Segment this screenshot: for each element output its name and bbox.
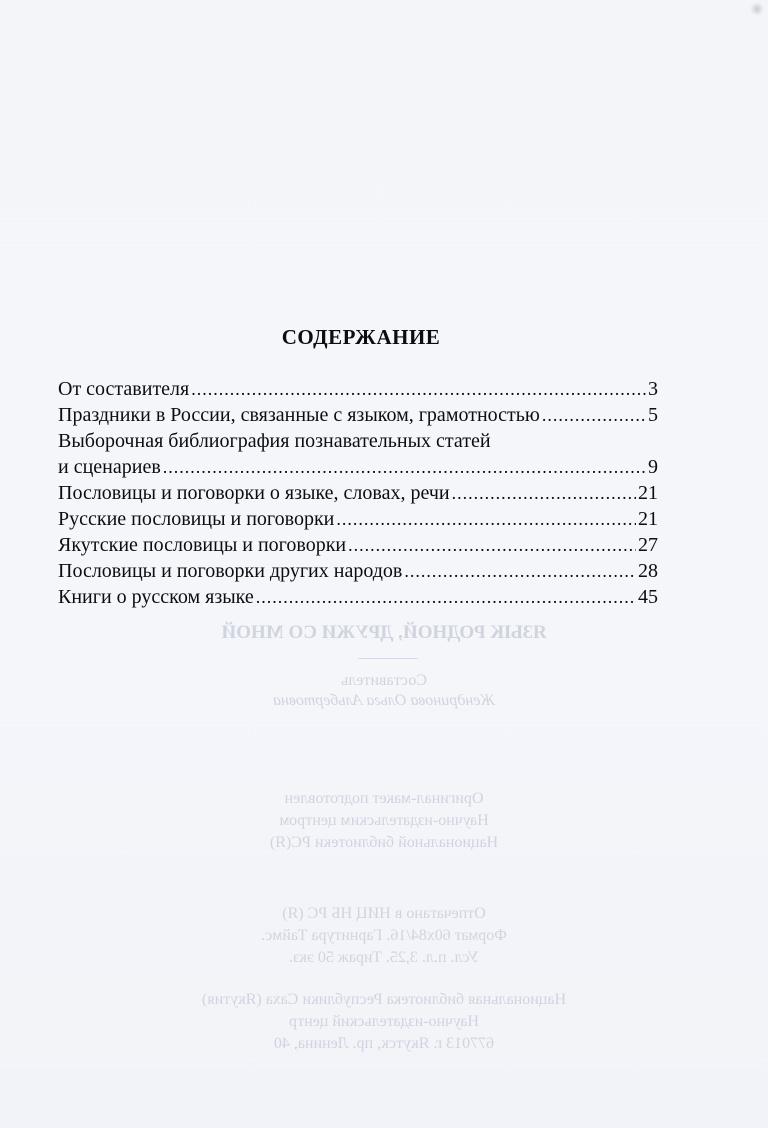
dot-leader: [163, 454, 646, 480]
toc-entry-page: 45: [638, 586, 658, 608]
toc-entry: [58, 376, 658, 402]
ghost-publisher-line: Национальная библиотека Республики Саха (Якутия): [201, 991, 567, 1008]
toc-entry-label: Якутские пословицы и поговорки: [58, 534, 347, 556]
toc-entry: [58, 558, 658, 584]
toc-entry-page: 21: [638, 508, 658, 530]
toc-entry-page: 5: [648, 404, 658, 426]
toc-entry-label-line1: Выборочная библиография познавательных статей: [58, 430, 491, 452]
dot-leader: [336, 506, 636, 532]
ghost-print-line: Усл. п.л. 3,25. Тираж 50 экз.: [289, 949, 479, 966]
contents-heading: СОДЕРЖАНИЕ: [281, 325, 441, 349]
ghost-compiler-label: Составитель: [341, 672, 427, 689]
toc-entry-page: 3: [648, 378, 658, 400]
toc-entry: [58, 584, 658, 610]
dot-leader: [452, 480, 636, 506]
ghost-layout-line: Оригинал-макет подготовлен: [284, 790, 484, 807]
ghost-print-line: Формат 60х84/16. Гарнитура Таймс.: [261, 927, 507, 944]
ghost-layout-line: Национальной библиотеки РС(Я): [269, 834, 499, 851]
toc-entry-page: 28: [638, 560, 658, 582]
dot-leader: [542, 402, 646, 428]
toc-entry-page: 27: [638, 534, 658, 556]
table-of-contents: [58, 376, 658, 610]
dot-leader: [256, 584, 636, 610]
toc-entry: [58, 532, 658, 558]
toc-entry-page: 21: [638, 482, 658, 504]
scan-corner-mark: [750, 2, 764, 16]
toc-entry: [58, 480, 658, 506]
toc-entry-label: Пословицы и поговорки о языке, словах, речи: [58, 482, 450, 504]
dot-leader: [191, 376, 646, 402]
toc-entry-label: Праздники в России, связанные с языком, грамотностью: [58, 404, 540, 426]
ghost-publisher-line: 677013 г. Якутск, пр. Ленина, 40: [273, 1035, 495, 1052]
ghost-print-line: Отпечатано в НИЦ НБ РС (Я): [282, 905, 486, 922]
toc-entry-label: Русские пословицы и поговорки: [58, 508, 335, 530]
ghost-divider: [358, 658, 418, 659]
dot-leader: [348, 532, 636, 558]
dot-leader: [404, 558, 636, 584]
toc-entry-label: От составителя: [58, 378, 190, 400]
toc-entry: [58, 454, 658, 480]
ghost-compiler-name: Жендринова Ольга Альбертовна: [272, 692, 496, 709]
toc-entry: [58, 506, 658, 532]
ghost-book-title: ЯЗЫК РОДНОЙ, ДРУЖИ СО МНОЙ: [221, 622, 547, 643]
toc-entry-label: Книги о русском языке: [58, 586, 254, 608]
toc-entry: [58, 402, 658, 428]
toc-entry-label: Пословицы и поговорки других народов: [58, 560, 403, 582]
ghost-layout-line: Научно-издательским центром: [279, 812, 489, 829]
ghost-publisher-line: Научно-издательский центр: [289, 1013, 479, 1030]
toc-entry-label: и сценариев: [58, 456, 161, 478]
toc-entry-page: 9: [648, 456, 658, 478]
